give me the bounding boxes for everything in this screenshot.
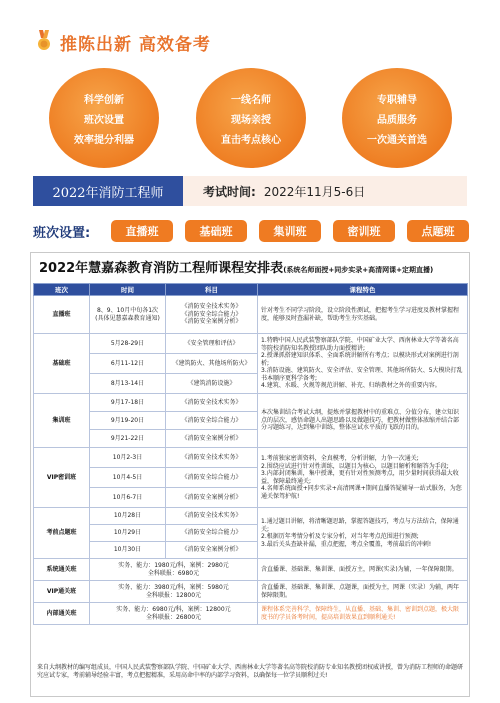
class-name: 考前点题班 [34,508,90,559]
class-name: 集训班 [34,394,90,448]
class-time: 5月28-29日 [90,334,166,354]
course-feature: 含直播课、基础课、集训课、点题课，面授为主，网课（实录）为辅，两年保障限期。 [258,581,468,603]
circle-line: 现场亲授 [231,114,271,126]
class-button-basic[interactable]: 基础班 [185,220,247,242]
class-button-secret[interactable]: 密训班 [333,220,395,242]
subject: 《消防安全技术实务》 [166,448,258,468]
class-button-topics[interactable]: 点题班 [407,220,469,242]
class-name: 系统通关班 [34,559,90,581]
subject: 《消防安全技术实务》 [166,508,258,525]
table-row [34,559,468,581]
course-schedule-card [30,252,470,697]
subject: 《消防安全技术实务》 [181,303,242,311]
table-row [34,581,468,603]
feature-circle-innovation [49,68,159,168]
subject: 《消防安全案例分析》 [166,542,258,559]
subject: 《消防安全综合能力》 [181,310,242,318]
schedule-title [39,257,433,276]
class-time: 9月19-20日 [90,412,166,430]
class-settings [33,220,473,244]
course-feature: 针对考生不同学习阶段，设立阶段性测试，把握考生学习进度及教材掌握程度，能够及时查漏补缺，帮助考生夯实基础。 [258,296,468,334]
subject: 《消防安全综合能力》 [166,525,258,542]
class-price: 实务、能力：1980元/科，案例：2980元 全科联报：6980元 [90,559,258,581]
class-time: 10月2-3日 [90,448,166,468]
circle-line: 品质服务 [377,114,417,126]
exam-time [203,176,365,206]
class-time: 10月6-7日 [90,488,166,508]
feature-circles [0,68,500,168]
class-time: 10月29日 [90,525,166,542]
class-time: 10月30日 [90,542,166,559]
table-row [34,334,468,354]
class-button-live[interactable]: 直播班 [111,220,173,242]
circle-line: 一线名师 [231,94,271,106]
course-feature: 课程体系完善科学，保障终生，从直播、基础、集训、密训到点题，极大限度书的学员备考时间，提高培训效果直到顺利通关! [258,603,468,625]
class-time: 9月21-22日 [90,430,166,448]
subject-list [166,296,258,334]
class-time: 6月11-12日 [90,354,166,374]
subject: 《消防安全案例分析》 [166,430,258,448]
circle-line: 专职辅导 [377,94,417,106]
slogan: 推陈出新 高效备考 [60,35,211,55]
header [0,0,500,60]
table-row [34,394,468,412]
column-header: 课程特色 [258,284,468,296]
subject: 《消防安全综合能力》 [166,412,258,430]
class-time: 9月17-18日 [90,394,166,412]
exam-info-bar [33,176,467,206]
feature-circle-service [342,68,452,168]
course-feature: 1.考前独家密训资料，全真模考，分析讲解，力争一次通关; 2.围绕应试进行针对性训练，以题目为核心，以题目解析和解答为手段; 3.内部封闭集训，集中授课，更有针对性预测考点，用少量时间获得最大收益，保障最终通关; 4.名师系统面授+同步实录+高清网课+期间直播答疑辅导一站式服务，为您通关保驾护航! [258,448,468,508]
class-name: 内部通关班 [34,603,90,625]
circle-line: 班次设置 [84,114,124,126]
class-name: VIP通关班 [34,581,90,603]
feature-circle-teachers [196,68,306,168]
schedule-table [33,283,468,625]
class-name: 基础班 [34,334,90,394]
course-feature: 含直播课、基础课、集训课、面授方主，网课(实录)为辅，一年保障限期。 [258,559,468,581]
column-header: 班次 [34,284,90,296]
schedule-subtitle: (系统名师面授+同步实录+高清网课+定期直播) [283,266,434,274]
exam-time-value: 2022年11月5-6日 [263,184,366,199]
table-row [34,603,468,625]
class-name: VIP密训班 [34,448,90,508]
table-row [34,296,468,334]
circle-line: 科学创新 [84,94,124,106]
exam-time-label: 考试时间: [203,184,256,199]
subject: 《消防安全技术实务》 [166,394,258,412]
class-name: 直播班 [34,296,90,334]
class-time: 8、9、10月中旬各1次 (具体见慧嘉森教育通知) [90,296,166,334]
column-header: 时间 [90,284,166,296]
schedule-title-main: 2022年慧嘉森教育消防工程师课程安排表 [39,261,284,276]
subject: 《建筑防火、其他场所防火》 [166,354,258,374]
circle-line: 效率提分利器 [74,134,134,146]
table-row [34,508,468,525]
course-feature: 本次集训结合考试大纲，提炼并掌握教材中的重难点、分值分布，建立知识点的层次，感悟命题人出题思路以及做题技巧，把教材做整体浓缩并结合部分习题练习，达到集中训练，整体应试水平质的飞跃的目的。 [258,394,468,448]
class-price: 实务、能力：3980元/科，案例：5980元 全科联报：12800元 [90,581,258,603]
subject: 《安全管理和评估》 [166,334,258,354]
column-header: 科目 [166,284,258,296]
subject: 《消防安全案例分析》 [181,318,242,326]
class-button-intensive[interactable]: 集训班 [259,220,321,242]
class-time: 8月13-14日 [90,374,166,394]
course-feature: 1.通过题目讲解，将清晰题思路，掌握答题技巧，考点与方法结合，保障通关; 2.根据历年考情分析及专家分析，对当年考点范围进行预测; 3.最后关头查缺补漏，重点把握，考点全覆盖，考前最后的冲刺! [258,508,468,559]
subject: 《建筑消防设施》 [166,374,258,394]
class-time: 10月28日 [90,508,166,525]
circle-line: 直击考点核心 [221,134,281,146]
footnote: 来自大纲教材的编写组成员，中国人民武装警察部队学院、中国矿业大学、西南林业大学等著名高等院校消防专业知名教授团权威讲授，曾为消防工程师的命题研究应试专家，考前辅导经验丰富，考点把握精准，采用高命中率的内部学习资料，以确保每一位学员顺利过关! [37,664,464,680]
exam-title: 2022年消防工程师 [33,176,183,206]
class-time: 10月4-5日 [90,468,166,488]
subject: 《消防安全综合能力》 [166,468,258,488]
circle-line: 一次通关首选 [367,134,427,146]
class-settings-label: 班次设置: [33,226,91,241]
medal-icon [36,30,52,52]
subject: 《消防安全案例分析》 [166,488,258,508]
table-row [34,448,468,468]
class-price: 实务、能力：6980元/科，案例：12800元 全科联报：26800元 [90,603,258,625]
table-header-row [34,284,468,296]
course-feature: 1.特聘中国人民武装警察部队学院、中国矿业大学、西南林业大学等著名高等院校消防知名教授团队助力面授精讲; 2.授课抓搭建知识体系、全面系统讲解所有考点；以模块形式对案例进行剖析; 3.消防设施、建筑防火、安全评估、安全管理、其他场所防火、5大模块打乱书本顺序更科学备考; 4.建筑、水暖、火规等规范讲解、补充、归纳教材之外的重要内容。 [258,334,468,394]
